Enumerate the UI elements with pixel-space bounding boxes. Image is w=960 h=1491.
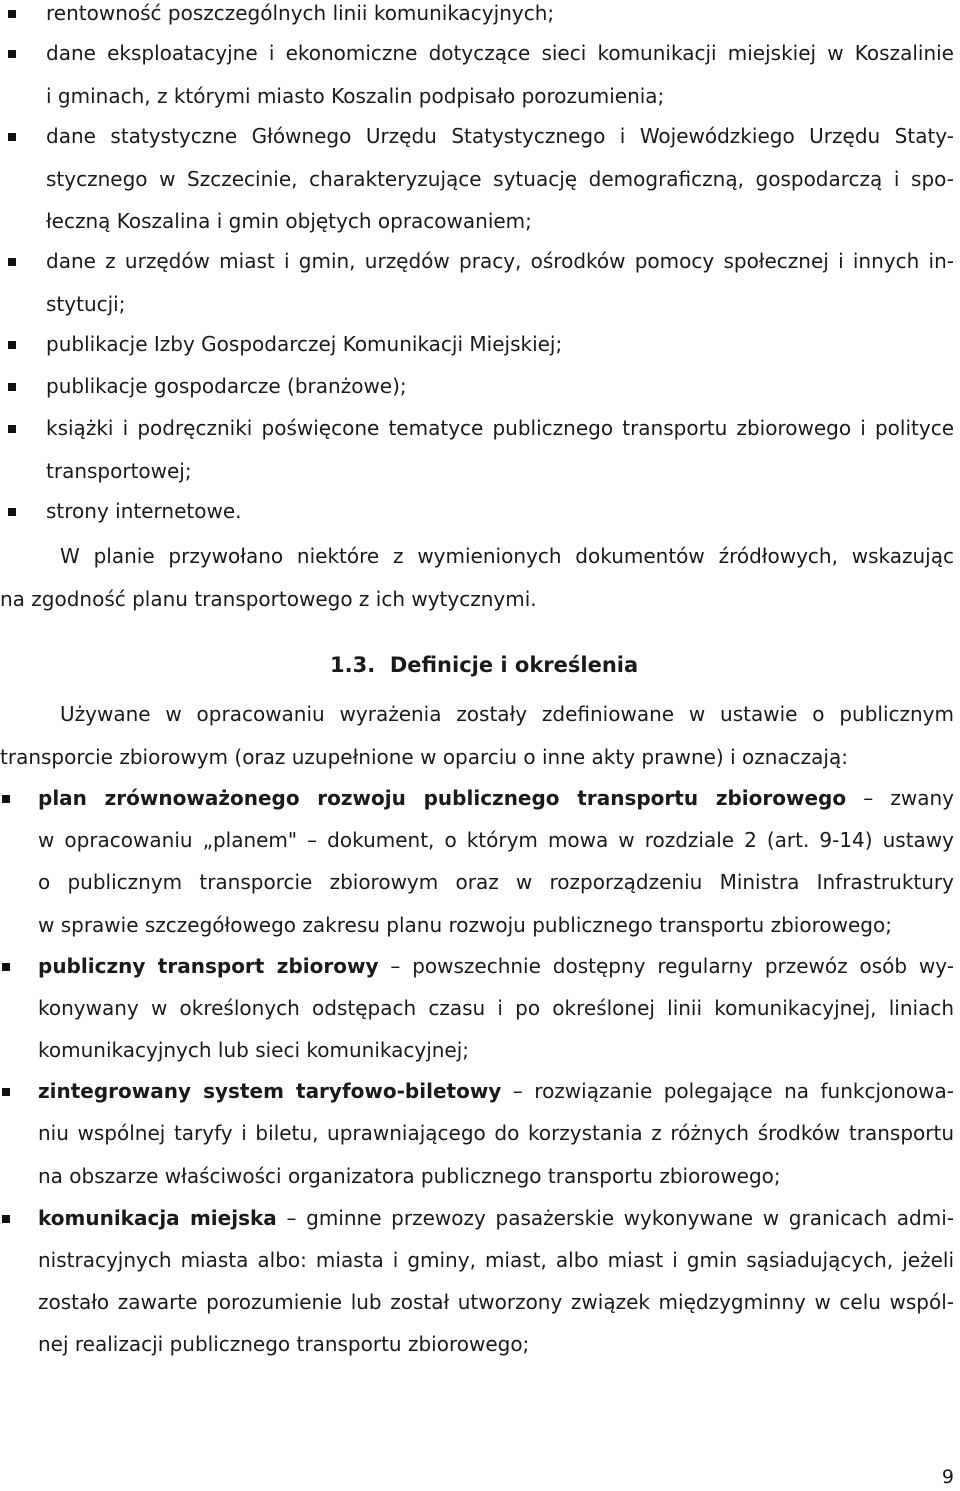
list-item-line: dane z urzędów miast i gmin, urzędów pracy, ośrodków pomocy społecznej i innych in- (46, 249, 954, 273)
paragraph-line: na zgodność planu transportowego z ich wytycznymi. (0, 587, 537, 611)
bullet-icon (8, 133, 16, 141)
section-number: 1.3. (330, 653, 376, 677)
definition-term: komunikacja miejska (38, 1206, 277, 1230)
list-item-line: rentowność poszczególnych linii komunikacyjnych; (46, 1, 555, 25)
paragraph-line: Używane w opracowaniu wyrażenia zostały zdefiniowane w ustawie o publicznym (60, 702, 954, 726)
bullet-icon (8, 258, 16, 266)
definition-line: niu wspólnej taryfy i biletu, uprawniającego do korzystania z różnych środków transportu (38, 1121, 954, 1145)
page-number: 9 (941, 1466, 954, 1488)
definition-text: – zwany (846, 786, 954, 810)
list-item-line: publikacje gospodarcze (branżowe); (46, 374, 407, 398)
definition-term: publiczny transport zbiorowy (38, 954, 379, 978)
definition-line: konywany w określonych odstępach czasu i po określonej linii komunikacyjnej, liniach (38, 996, 954, 1020)
list-item-line: łeczną Koszalina i gmin objętych opracowaniem; (46, 209, 532, 233)
bullet-icon (2, 1215, 10, 1223)
bullet-icon (2, 963, 10, 971)
bullet-icon (2, 795, 10, 803)
bullet-icon (8, 425, 16, 433)
section-title: Definicje i określenia (389, 653, 639, 677)
definition-term: plan zrównoważonego rozwoju publicznego transportu zbiorowego (38, 786, 847, 810)
paragraph-line: transporcie zbiorowym (oraz uzupełnione w oparciu o inne akty prawne) i oznaczają: (0, 745, 848, 769)
definition-line: komunikacyjnych lub sieci komunikacyjnej; (38, 1038, 470, 1062)
bullet-icon (8, 10, 16, 18)
section-heading (330, 652, 638, 678)
list-item-line: i gminach, z którymi miasto Koszalin podpisało porozumienia; (46, 84, 665, 108)
bullet-icon (8, 341, 16, 349)
list-item-line: strony internetowe. (46, 499, 242, 523)
definition-first-line (38, 953, 954, 979)
bullet-icon (2, 1088, 10, 1096)
definition-text: – powszechnie dostępny regularny przewóz osób wy- (378, 954, 954, 978)
list-item-line: książki i podręczniki poświęcone tematyce publicznego transportu zbiorowego i polityce (46, 416, 954, 440)
definition-text: – gminne przewozy pasażerskie wykonywane w granicach admi- (276, 1206, 954, 1230)
list-item-line: publikacje Izby Gospodarczej Komunikacji Miejskiej; (46, 332, 563, 356)
list-item-line: dane statystyczne Głównego Urzędu Statystycznego i Wojewódzkiego Urzędu Staty- (46, 124, 954, 148)
definition-line: o publicznym transporcie zbiorowym oraz w rozporządzeniu Ministra Infrastruktury (38, 870, 954, 894)
definition-first-line (38, 785, 954, 811)
bullet-icon (8, 50, 16, 58)
list-item-line: stytucji; (46, 292, 126, 316)
definition-line: nistracyjnych miasta albo: miasta i gminy, miast, albo miast i gmin sąsiadujących, jeżeli (38, 1248, 954, 1272)
paragraph-line: W planie przywołano niektóre z wymienionych dokumentów źródłowych, wskazując (60, 544, 954, 568)
list-item-line: transportowej; (46, 459, 192, 483)
definition-text: – rozwiązanie polegające na funkcjonowa- (501, 1079, 954, 1103)
definition-line: na obszarze właściwości organizatora publicznego transportu zbiorowego; (38, 1164, 781, 1188)
definition-first-line (38, 1205, 954, 1231)
list-item-line: stycznego w Szczecinie, charakteryzujące sytuację demograficzną, gospodarczą i spo- (46, 167, 954, 191)
definition-line: nej realizacji publicznego transportu zbiorowego; (38, 1332, 530, 1356)
definition-line: w sprawie szczegółowego zakresu planu rozwoju publicznego transportu zbiorowego; (38, 913, 892, 937)
definition-line: zostało zawarte porozumienie lub został utworzony związek międzygminny w celu wspól- (38, 1290, 954, 1314)
bullet-icon (8, 508, 16, 516)
bullet-icon (8, 383, 16, 391)
definition-first-line (38, 1078, 954, 1104)
definition-term: zintegrowany system taryfowo-biletowy (38, 1079, 502, 1103)
definition-line: w opracowaniu „planem" – dokument, o którym mowa w rozdziale 2 (art. 9-14) ustawy (38, 828, 954, 852)
list-item-line: dane eksploatacyjne i ekonomiczne dotyczące sieci komunikacji miejskiej w Koszalinie (46, 41, 954, 65)
